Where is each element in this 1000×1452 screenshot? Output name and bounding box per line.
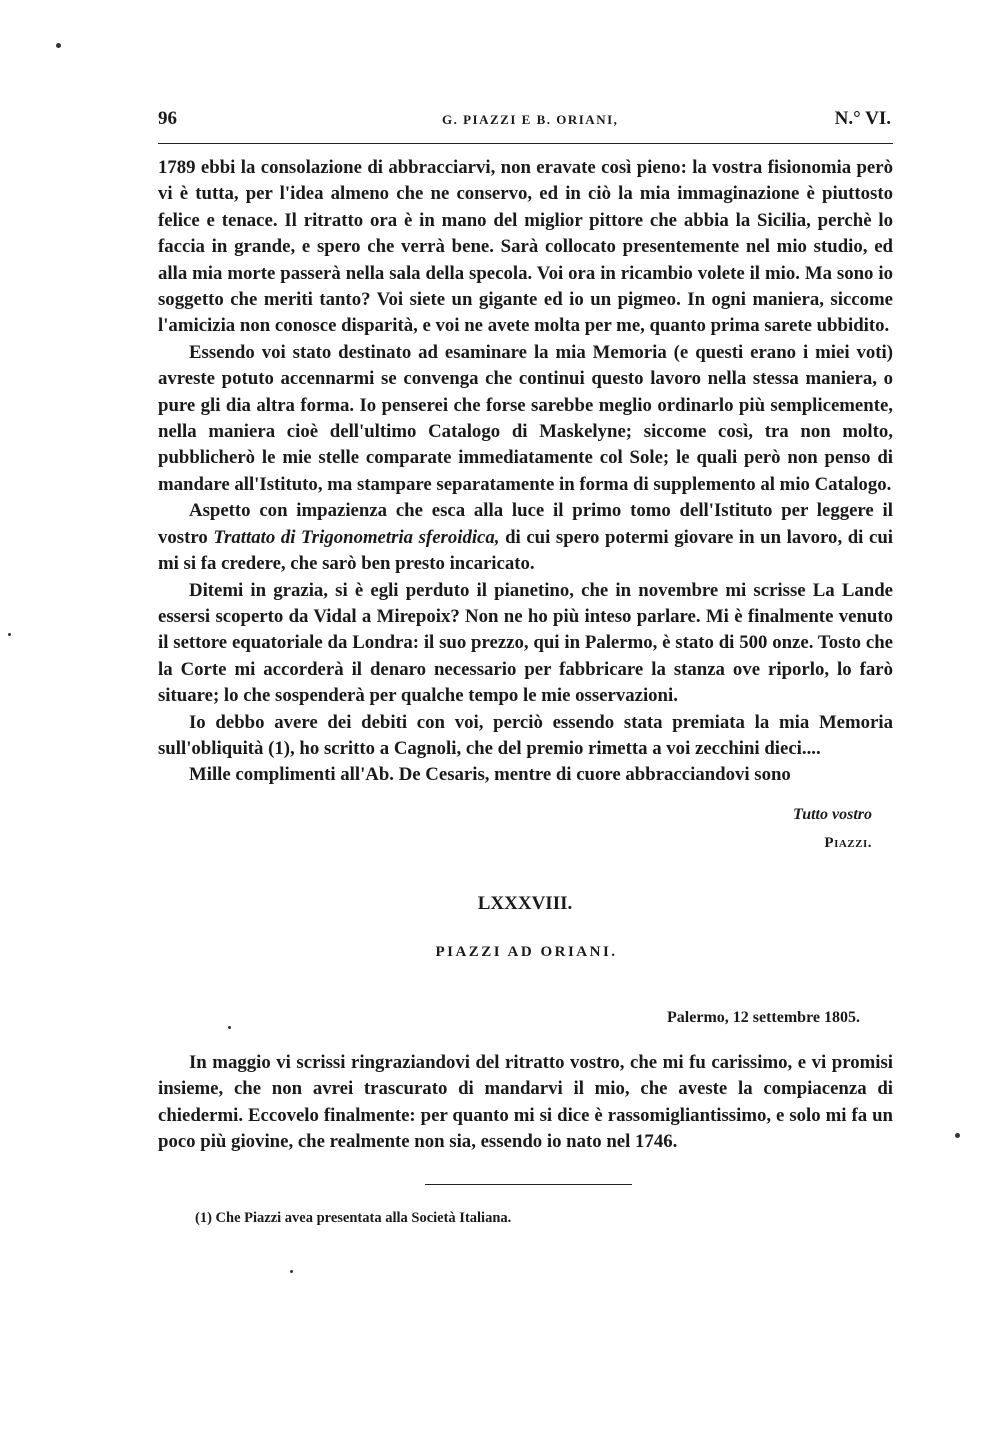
signoff [158, 801, 872, 857]
header-rule [158, 143, 893, 144]
paragraph-text: Aspetto con impazienza che esca alla luce il primo tomo dell'Istituto per leggere il vostro [158, 500, 893, 548]
print-speck [8, 633, 11, 636]
paragraph: In maggio vi scrissi ringraziandovi del ritratto vostro, che mi fu carissimo, e vi promisi insieme, che non avrei trascurato di mandarvi il mio, che aveste la compiacenza di chiedermi. Eccovelo finalmente: per quanto mi si dice è rassomigliantissimo, e solo mi fa un poco più giovine, che realmente non sia, essendo io nato nel 1746. [158, 1052, 893, 1153]
letter-title: PIAZZI AD ORIANI. [435, 944, 618, 960]
closing-phrase: Tutto vostro [793, 806, 872, 823]
page-number: 96 [158, 108, 177, 129]
letter-number: LXXXVIII. [477, 893, 573, 914]
book-title: Trattato di Trigonometria sferoidica, [213, 526, 500, 548]
print-speck [955, 1133, 960, 1138]
running-title: G. PIAZZI E B. ORIANI, [442, 112, 619, 127]
letter-body [158, 1050, 893, 1156]
signature: Piazzi. [824, 835, 872, 851]
paragraph [158, 498, 893, 577]
print-speck [56, 43, 61, 48]
paragraph: Ditemi in grazia, si è egli perduto il pianetino, che in novembre mi scrisse La Lande essersi scoperto da Vidal a Mirepoix? Non ne ho più inteso parlare. Mi è finalmente venuto il settore equatoriale da Londra: il suo prezzo, qui in Palermo, è stato di 500 onze. Tosto che la Corte mi accorderà il denaro necessario per fabbricare la stanza ove riporlo, lo farò situare; lo che sospenderà per qualche tempo le mie osservazioni. [158, 579, 893, 707]
print-speck [290, 1270, 293, 1273]
dateline: Palermo, 12 settembre 1805. [667, 1009, 860, 1026]
footnote: (1) Che Piazzi avea presentata alla Società Italiana. [195, 1210, 512, 1226]
footnote-rule [425, 1184, 632, 1185]
section-number: N.° VI. [834, 108, 891, 129]
paragraph: Essendo voi stato destinato ad esaminare la mia Memoria (e questi erano i miei voti) avreste potuto accennarmi se convenga che continui questo lavoro nella stessa maniera, o pure gli dia altra forma. Io penserei che forse sarebbe meglio ordinarlo più semplicemente, nella maniera cioè dell'ultimo Catalogo di Maskelyne; siccome così, tra non molto, pubblicherò le mie stelle comparate immediatamente col Sole; le quali però non penso di mandare all'Istituto, ma stampare separatamente in forma di supplemento al mio Catalogo. [158, 341, 893, 495]
running-header [158, 108, 891, 138]
paragraph: Mille complimenti all'Ab. De Cesaris, mentre di cuore abbracciandovi sono [189, 764, 791, 786]
paragraph: Io debbo avere dei debiti con voi, perciò essendo stata premiata la mia Memoria sull'obliquità (1), ho scritto a Cagnoli, che del premio rimetta a voi zecchini dieci.... [158, 711, 893, 759]
paragraph-text: di cui spero potermi giovare in un lavoro, di cui mi si fa credere, che sarò ben presto incaricato. [158, 526, 893, 575]
letter-continuation-body [158, 155, 893, 789]
paragraph: 1789 ebbi la consolazione di abbracciarvi, non eravate così pieno: la vostra fisionomia però vi è tutta, per l'idea almeno che ne conservo, ed in ciò la mia immaginazione è piuttosto felice e tenace. Il ritratto ora è in mano del miglior pittore che abbia la Sicilia, perchè lo faccia in grande, e spero che verrà bene. Sarà collocato presentemente nel mio studio, ed alla mia morte passerà nella sala della specola. Voi ora in ricambio volete il mio. Ma sono io soggetto che meriti tanto? Voi siete un gigante ed io un pigmeo. In ogni maniera, siccome l'amicizia non conosce disparità, e voi ne avete molta per me, quanto prima sarete ubbidito. [158, 157, 893, 337]
